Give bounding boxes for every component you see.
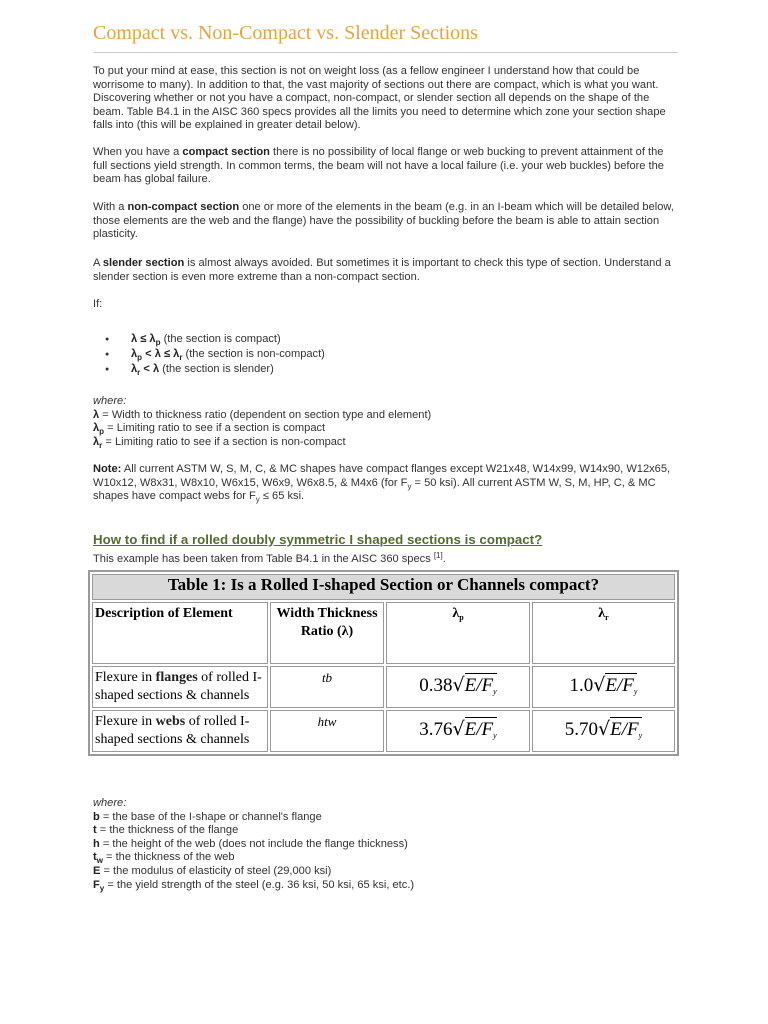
reference-link[interactable]: [1] [433, 551, 443, 560]
width-thickness-table [88, 570, 679, 756]
page-title: Compact vs. Non-Compact vs. Slender Sections [93, 22, 478, 44]
intro-paragraph: To put your mind at ease, this section is not on weight loss (as a fellow engineer I understand how that could be worrisome to many). In addition to that, the vast majority of sections out there are compact, which is what you want. Discovering whether or not you have a compact, non-compact, or slender section all depends on the shape of the beam. Table B4.1 in the AISC 360 specs provides all the limits you need to determine which zone your section shape falls into (this will be explained in greater detail below). [93, 65, 666, 132]
lambda-r-formula: 1.0√E/Fy [532, 666, 675, 708]
example-source-note: This example has been taken from Table B4.1 in the AISC 360 specs [1]. [93, 551, 446, 565]
if-label: If: [93, 298, 103, 310]
row-ratio: htw [270, 710, 384, 752]
table-caption: Table 1: Is a Rolled I-shaped Section or Channels compact? [92, 574, 675, 600]
note-paragraph: Note: All current ASTM W, S, M, C, & MC shapes have compact flanges except W21x48, W14x99, W14x90, W12x65, W10x12, W8x31, W8x10, W6x15, W6x9, W6x8.5, & M4x6 (for $F_y = 50$ ksi). All current ASTM W, S, M, HP, C, & MC shapes have compact webs for $F_y \le 65$ ksi. [93, 463, 671, 505]
header-lambda-r: $\lambda_r$ [532, 602, 675, 664]
lambda-r-formula: 5.70√E/Fy [532, 710, 675, 752]
list-item: ● $\lambda_r < \lambda$ (the section is slender) [93, 362, 325, 377]
header-lambda-p: $\lambda_p$ [386, 602, 530, 664]
header-width-thickness: Width Thickness Ratio (λ) [270, 602, 384, 664]
example-heading[interactable]: How to find if a rolled doubly symmetric I shaped sections is compact? [93, 532, 543, 547]
where-definitions: where: λ = Width to thickness ratio (dependent on section type and element) $\lambda_p$ = Limiting ratio to see if a section is compact $\lambda_r$ = Limiting ratio to see if a section is non-compact [93, 395, 432, 450]
slender-term: slender section [102, 257, 185, 269]
row-ratio: tb [270, 666, 384, 708]
lambda-p-formula: 0.38√E/Fy [386, 666, 530, 708]
slender-paragraph: A slender section is almost always avoided. But sometimes it is important to check this type of section. Understand a slender section is even more extreme than a non-compact section. [93, 257, 671, 283]
title-divider [93, 52, 678, 53]
table-row [92, 710, 675, 752]
noncompact-paragraph: With a non-compact section one or more of the elements in the beam (e.g. in an I-beam which will be detailed below, those elements are the web and the flange) have the possibility of buckling before the beam is able to attain section plasticity. [93, 201, 674, 241]
row-description: Flexure in flanges of rolled I-shaped sections & channels [92, 666, 268, 708]
compact-term: compact section [182, 146, 270, 158]
list-item: ● $\lambda_p < \lambda \le \lambda_r$ (the section is non-compact) [93, 347, 325, 362]
table-row [92, 666, 675, 708]
header-description: Description of Element [92, 602, 268, 664]
noncompact-term: non-compact section [127, 201, 240, 213]
table-header-row [92, 602, 675, 664]
list-item: ● $\lambda \le \lambda_p$ (the section is compact) [93, 332, 325, 347]
lambda-p-formula: 3.76√E/Fy [386, 710, 530, 752]
row-description: Flexure in webs of rolled I-shaped sections & channels [92, 710, 268, 752]
compact-paragraph: When you have a compact section there is no possibility of local flange or web bucking to prevent attainment of the full sections yield strength. In common terms, the beam will not have a local failure (i.e. your web buckles) before the beam has global failure. [93, 146, 664, 186]
condition-list [93, 332, 325, 377]
